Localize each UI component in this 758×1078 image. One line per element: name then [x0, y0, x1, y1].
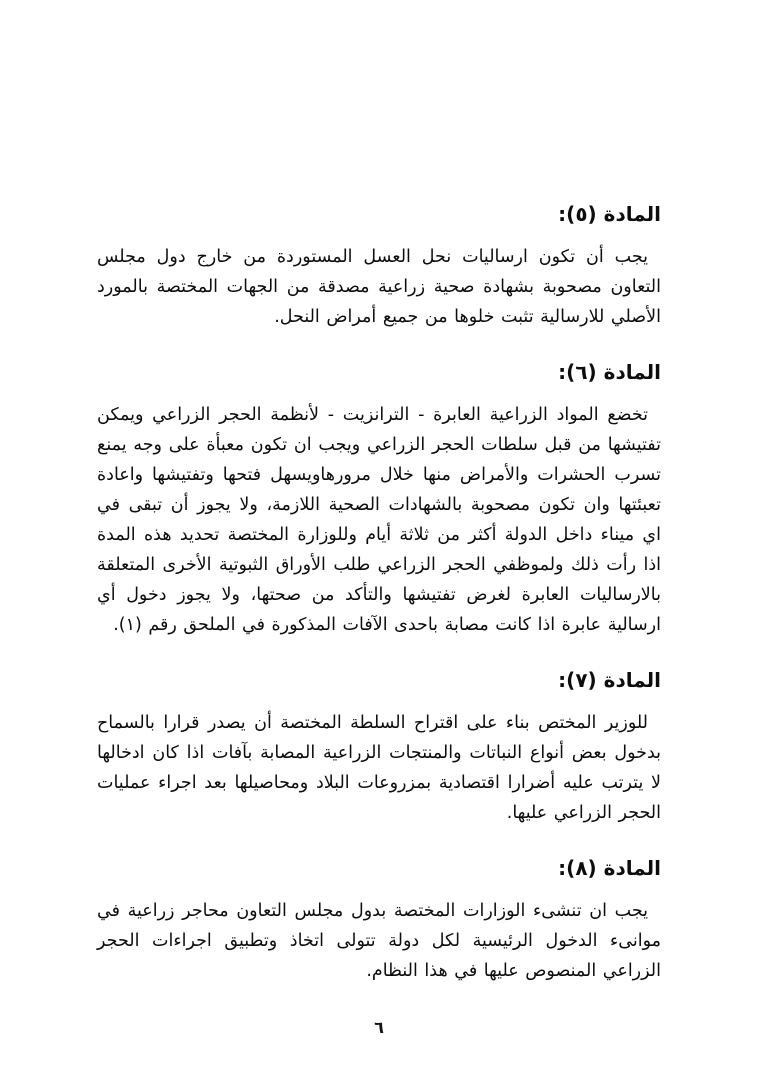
article-section-5	[97, 200, 661, 332]
article-body: يجب ان تنشىء الوزارات المختصة بدول مجلس التعاون محاجر زراعية في موانىء الدخول الرئيسية لكل دولة تتولى اتخاذ وتطبيق اجراءات الحجر الزراعي المنصوص عليها في هذا النظام.	[97, 901, 661, 981]
article-section-7	[97, 666, 661, 828]
article-heading: المادة (٨):	[558, 856, 661, 880]
page-number: ٦	[374, 1018, 384, 1037]
article-body: يجب أن تكون ارساليات نحل العسل المستوردة من خارج دول مجلس التعاون مصحوبة بشهادة صحية زراعية مصدقة من الجهات المختصة بالمورد الأصلي للارسالية تثبت خلوها من جميع أمراض النحل.	[97, 247, 661, 327]
article-body: للوزير المختص بناء على اقتراح السلطة المختصة أن يصدر قرارا بالسماح بدخول بعض أنواع النباتات والمنتجات الزراعية المصابة بآفات اذا كان ادخالها لا يترتب عليه أضرارا اقتصادية بمزروعات البلاد ومحاصيلها بعد اجراء عمليات الحجر الزراعي عليها.	[97, 713, 661, 823]
article-body: تخضع المواد الزراعية العابرة - الترانزيت - لأنظمة الحجر الزراعي ويمكن تفتيشها من قبل سلطات الحجر الزراعي ويجب ان تكون معبأة على وجه يمنع تسرب الحشرات والأمراض منها خلال مرورهاويسهل فتحها وتفتيشها واعادة تعبئتها وان تكون مصحوبة بالشهادات الصحية اللازمة، ولا يجوز أن تبقى في اي ميناء داخل الدولة أكثر من ثلاثة أيام وللوزارة المختصة تحديد هذه المدة اذا رأت ذلك ولموظفي الحجر الزراعي طلب الأوراق الثبوتية الأخرى المتعلقة بالارساليات العابرة لغرض تفتيشها والتأكد من صحتها، ولا يجوز دخول أي ارسالية عابرة اذا كانت مصابة باحدى الآفات المذكورة في الملحق رقم (١).	[97, 405, 661, 635]
article-heading: المادة (٥):	[558, 202, 661, 226]
article-heading: المادة (٧):	[558, 668, 661, 692]
article-section-6	[97, 358, 661, 640]
article-heading: المادة (٦):	[558, 360, 661, 384]
article-section-8	[97, 854, 661, 986]
document-content	[97, 200, 661, 1012]
